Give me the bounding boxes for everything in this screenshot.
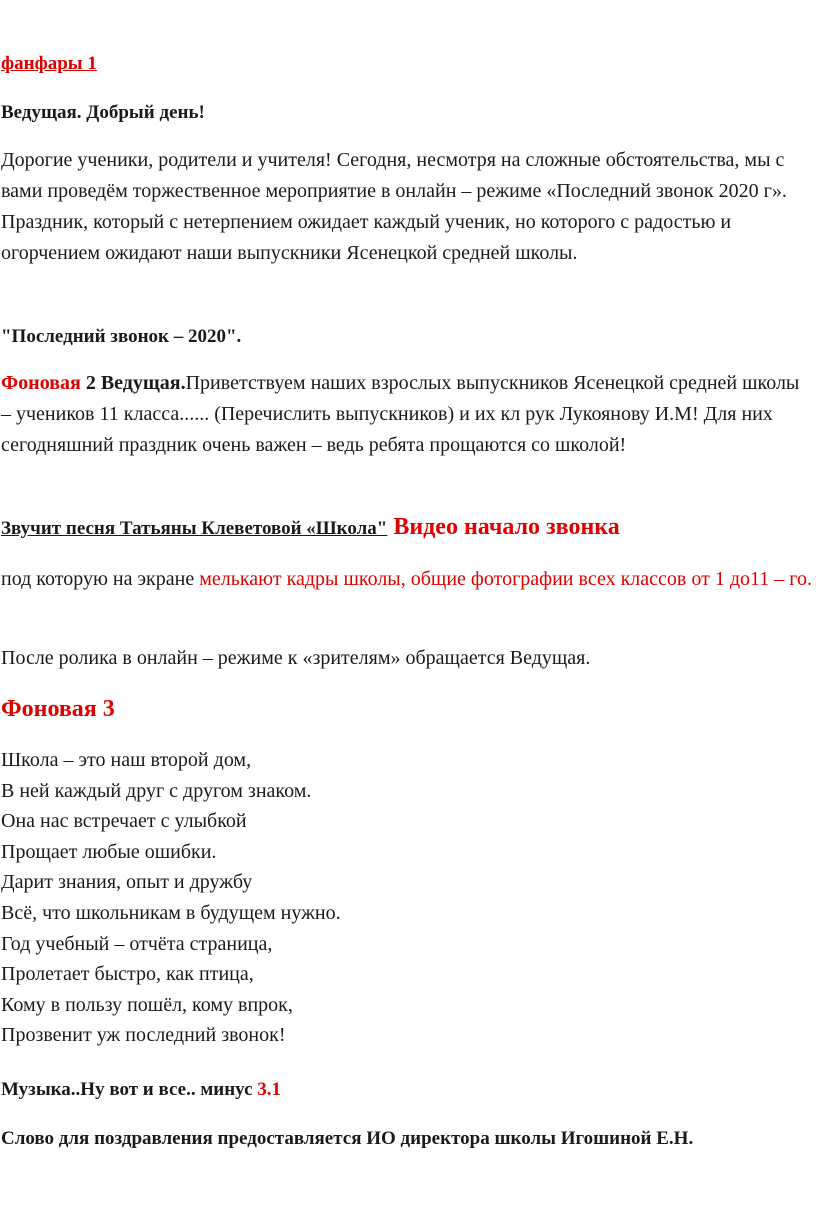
- poem-line: Дарит знания, опыт и дружбу: [1, 871, 253, 894]
- frames-cue: мелькают кадры школы, общие фотографии всех классов от 1 до11 – го.: [199, 568, 812, 590]
- music-number: 3.1: [257, 1079, 282, 1100]
- background-cue-2: Фоновая: [1, 372, 81, 394]
- song-cue: Звучит песня Татьяны Клеветовой «Школа": [1, 518, 388, 539]
- poem-line: Всё, что школьникам в будущем нужно.: [1, 901, 341, 924]
- screen-paragraph: [1, 564, 813, 595]
- after-clip-paragraph: После ролика в онлайн – режиме к «зрителям» обращается Ведущая.: [1, 647, 591, 669]
- poem-line: Пролетает быстро, как птица,: [1, 963, 254, 986]
- poem: [1, 745, 813, 1051]
- host2-text: Приветствуем наших взрослых выпускников Ясенецкой средней школы – учеников 11 класса...... (Перечислить выпускников) и их кл рук Лукоянову И.М! Для них сегодняшний праздник очень важен – ведь ребята прощаются со школой!: [1, 372, 800, 456]
- music-cue: [1, 1076, 813, 1104]
- host-greeting: Ведущая. Добрый день!: [1, 102, 205, 123]
- event-title: "Последний звонок – 2020".: [1, 326, 242, 347]
- song-line: [1, 512, 813, 545]
- video-cue: Видео начало звонка: [387, 514, 620, 540]
- host2-label: 2 Ведущая.: [80, 372, 186, 394]
- poem-line: Год учебный – отчёта страница,: [1, 932, 273, 955]
- intro-paragraph: Дорогие ученики, родители и учителя! Сегодня, несмотря на сложные обстоятельства, мы с вами проведём торжественное мероприятие в онлайн – режиме «Последний звонок 2020 г». Праздник, который с нетерпением ожидает каждый ученик, но которого с радостью и огорчением ожидают наши выпускники Ясенецкой средней школы.: [1, 149, 787, 264]
- screen-text: под которую на экране: [1, 568, 200, 590]
- host2-paragraph: [1, 368, 813, 461]
- background-cue-3: Фоновая 3: [1, 696, 115, 722]
- poem-line: Прозвенит уж последний звонок!: [1, 1024, 286, 1047]
- poem-line: Она нас встречает с улыбкой: [1, 810, 247, 833]
- speech-paragraph: Слово для поздравления предоставляется ИО директора школы Игошиной Е.Н.: [1, 1128, 694, 1149]
- poem-line: Прощает любые ошибки.: [1, 840, 217, 863]
- fanfare-cue: фанфары 1: [1, 53, 97, 74]
- poem-line: Кому в пользу пошёл, кому впрок,: [1, 993, 293, 1016]
- poem-line: В ней каждый друг с другом знаком.: [1, 779, 312, 802]
- music-text: Музыка..Ну вот и все.. минус: [1, 1079, 258, 1100]
- poem-line: Школа – это наш второй дом,: [1, 749, 252, 771]
